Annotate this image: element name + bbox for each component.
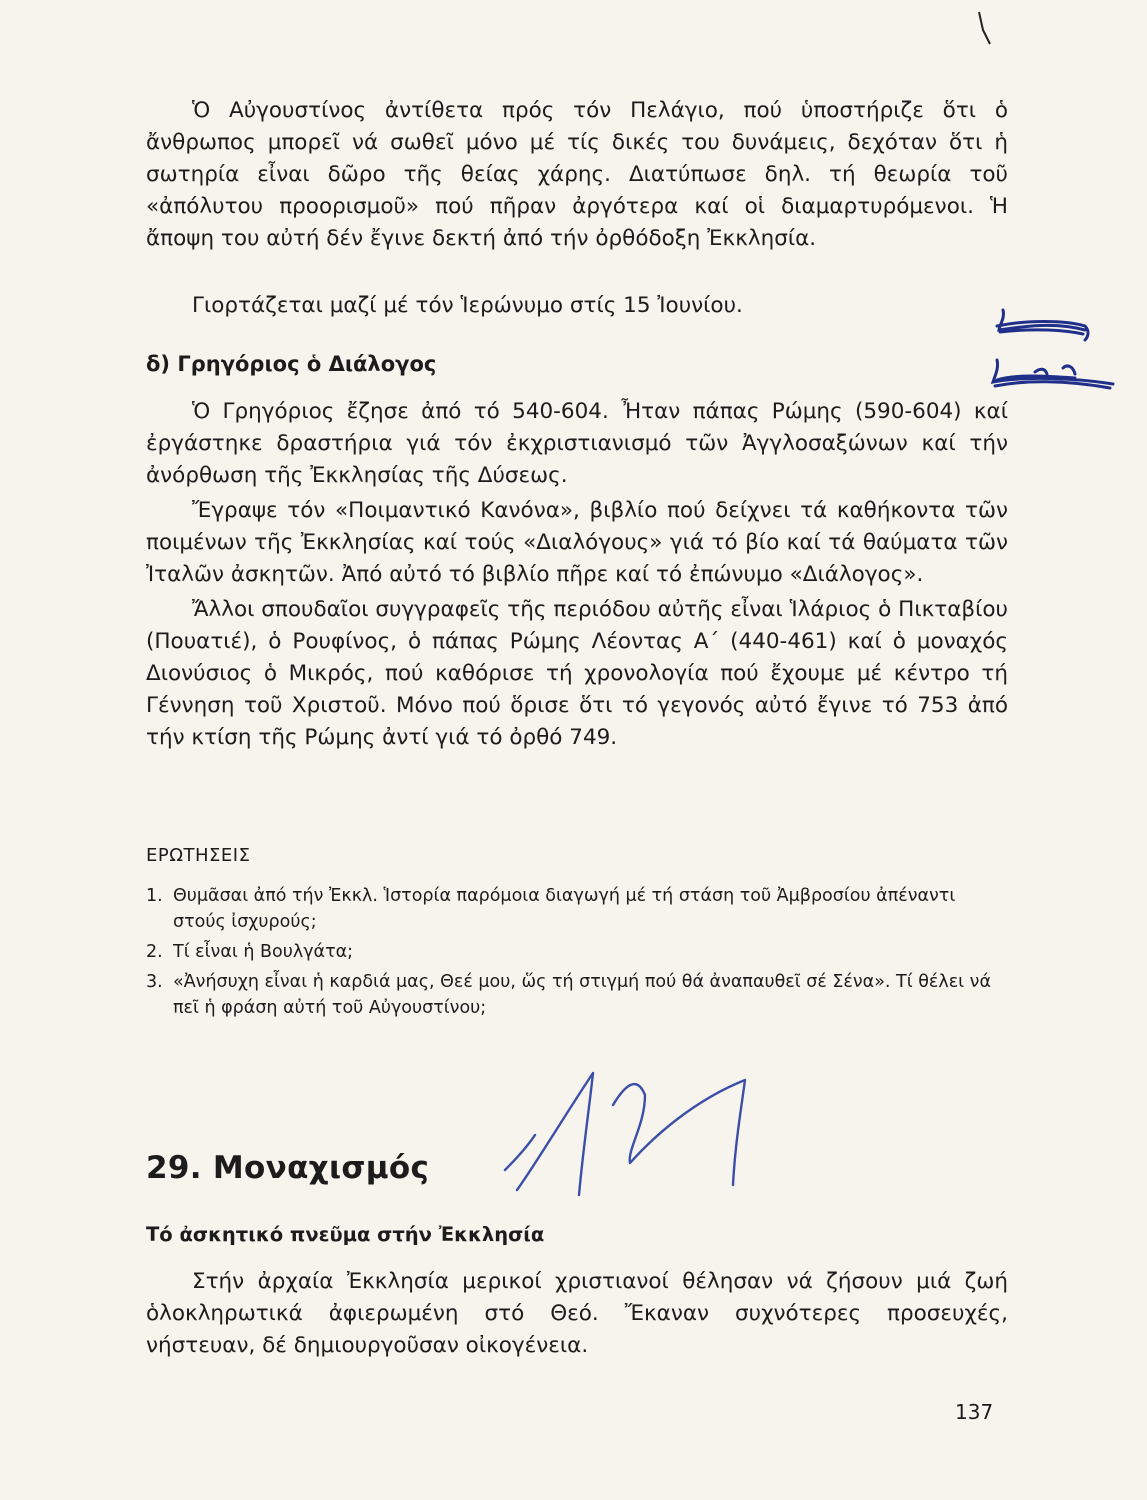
chapter-title: 29. Μοναχισμός (146, 1150, 430, 1186)
question-item (146, 939, 1008, 965)
page-number: 137 (955, 1400, 994, 1424)
paragraph-gregory-works: Ἔγραψε τόν «Ποιμαντικό Κανόνα», βιβλίο πού δείχνει τά καθήκοντα τῶν ποιμένων τῆς Ἐκκλησίας καί τούς «Διαλόγους» γιά τό βίο καί τά θαύματα τῶν Ἰταλῶν ἀσκητῶν. Ἀπό αὐτό τό βιβλίο πῆρε καί τό ἐπώνυμο «Διάλογος». (146, 498, 1008, 587)
questions-title: ΕΡΩΤΗΣΕΙΣ (146, 845, 251, 866)
pen-scribble-upper (985, 300, 1105, 345)
section-heading-gregory: δ) Γρηγόριος ὁ Διάλογος (146, 352, 437, 376)
handwritten-signature (495, 1055, 755, 1200)
question-text: Θυμᾶσαι ἀπό τήν Ἐκκλ. Ἱστορία παρόμοια διαγωγή μέ τή στάση τοῦ Ἀμβροσίου ἀπέναντι στούς ἰσχυρούς; (173, 886, 956, 932)
paragraph-other-writers: Ἄλλοι σπουδαῖοι συγγραφεῖς τῆς περιόδου αὐτῆς εἶναι Ἱλάριος ὁ Πικταβίου (Πουατιέ), ὁ Ρουφίνος, ὁ πάπας Ρώμης Λέοντας Α΄ (440-461) καί ὁ μοναχός Διονύσιος ὁ Μικρός, πού καθόρισε τή χρονολογία πού ἔχουμε μέ κέντρο τή Γέννηση τοῦ Χριστοῦ. Μόνο πού ὅρισε ὅτι τό γεγονός αὐτό ἔγινε τό 753 ἀπό τήν κτίση τῆς Ρώμης ἀντί γιά τό ὀρθό 749. (146, 597, 1008, 750)
question-text: Τί εἶναι ἡ Βουλγάτα; (173, 942, 354, 962)
question-number: 2. (146, 942, 163, 962)
section-gregory-body (146, 396, 1008, 754)
chapter-subheading: Τό ἀσκητικό πνεῦμα στήν Ἐκκλησία (146, 1223, 545, 1246)
questions-list (146, 883, 1008, 1021)
paragraph-gregory-life: Ὁ Γρηγόριος ἔζησε ἀπό τό 540-604. Ἦταν πάπας Ρώμης (590-604) καί ἐργάστηκε δραστήρια γιά τόν ἐκχριστιανισμό τῶν Ἀγγλοσαξώνων καί τήν ἀνόρθωση τῆς Ἐκκλησίας τῆς Δύσεως. (146, 399, 1008, 488)
paragraph-asceticism: Στήν ἀρχαία Ἐκκλησία μερικοί χριστιανοί θέλησαν νά ζήσουν μιά ζωή ὁλοκληρωτικά ἀφιερωμένη στό Θεό. Ἔκαναν συχνότερες προσευχές, νήστευαν, δέ δημιουργοῦσαν οἰκογένεια. (146, 1269, 1008, 1358)
question-item (146, 883, 1008, 935)
pen-scribble-lower (985, 350, 1120, 400)
question-text: «Ἀνήσυχη εἶναι ἡ καρδιά μας, Θεέ μου, ὥς τή στιγμή πού θά ἀναπαυθεῖ σέ Σένα». Τί θέλει νά πεῖ ἡ φράση αὐτή τοῦ Αὐγουστίνου; (173, 972, 991, 1018)
paragraph-augustine: Ὁ Αὐγουστίνος ἀντίθετα πρός τόν Πελάγιο, πού ὑποστήριζε ὅτι ὁ ἄνθρωπος μπορεῖ νά σωθεῖ μόνο μέ τίς δικές του δυνάμεις, δεχόταν ὅτι ἡ σωτηρία εἶναι δῶρο τῆς θείας χάρης. Διατύπωσε δηλ. τή θεωρία τοῦ «ἀπόλυτου προορισμοῦ» πού πῆραν ἀργότερα καί οἱ διαμαρτυρόμενοι. Ἡ ἄποψη του αὐτή δέν ἔγινε δεκτή ἀπό τήν ὀρθόδοξη Ἐκκλησία. (146, 98, 1008, 251)
question-number: 3. (146, 972, 163, 992)
question-item (146, 969, 1008, 1021)
question-number: 1. (146, 886, 163, 906)
pen-tick-mark (975, 8, 995, 48)
paragraph-feast-day: Γιορτάζεται μαζί μέ τόν Ἱερώνυμο στίς 15 Ἰουνίου. (192, 293, 743, 318)
